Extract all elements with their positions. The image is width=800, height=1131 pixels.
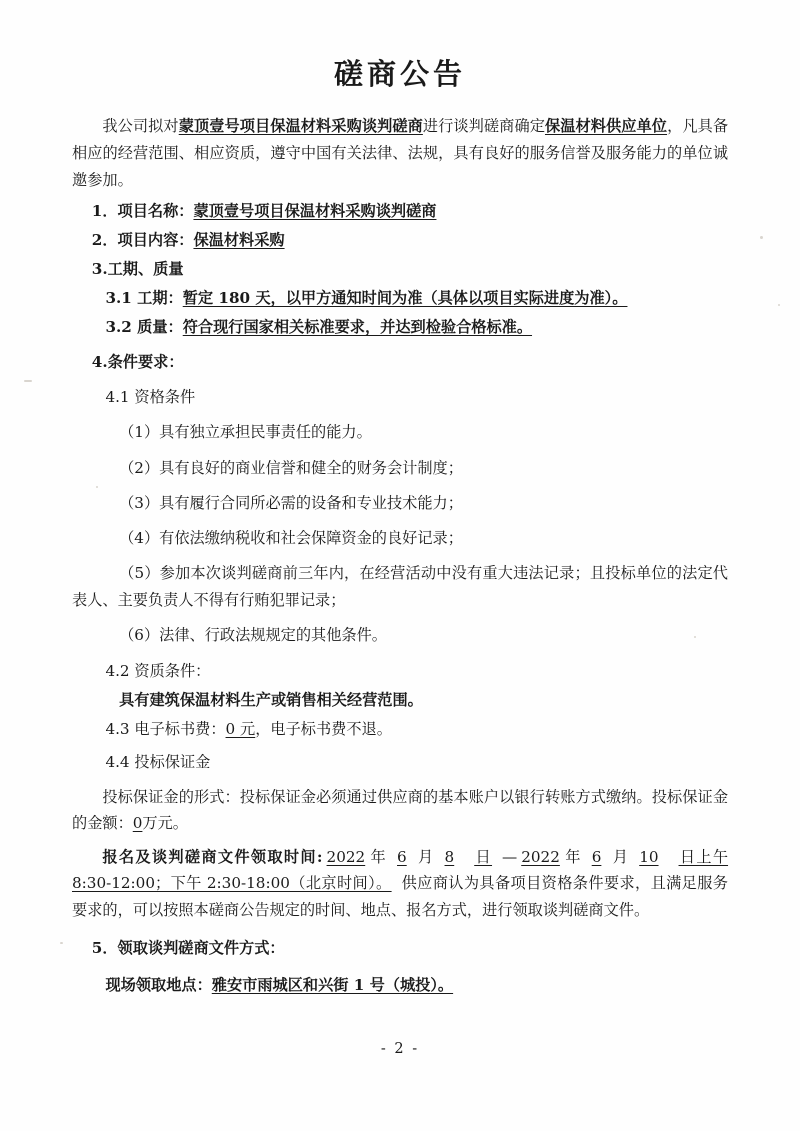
intro-mid: 进行谈判磋商确定 <box>422 117 545 135</box>
signup-tail: 供应商认为具备项目资格条件要求，且满足服务要求的，可以按照本磋商公告规定的时间、地点、报名方式，进行领取谈判磋商文件。 <box>72 874 728 919</box>
scan-speck <box>694 636 696 638</box>
item-duration-label: 3.1 工期： <box>105 289 183 308</box>
signup-year-end: 2022 <box>521 848 560 867</box>
intro-supplier-emphasis: 保温材料供应单位 <box>544 117 668 135</box>
signup-time-paragraph <box>72 844 728 922</box>
page-number: - 2 - <box>380 1041 420 1057</box>
item-credentials-heading: 4.2 资质条件： <box>105 661 211 680</box>
item-project-name-value: 蒙顶壹号项目保温材料采购谈判磋商 <box>193 202 437 221</box>
item-duration-value: 暂定 180 天，以甲方通知时间为准（具体以项目实际进度为准）。 <box>182 289 628 308</box>
signup-month-start: 6 <box>397 848 407 867</box>
onsite-collection <box>72 972 728 999</box>
scan-speck <box>60 942 63 944</box>
qualification-item-4: （4）有依法缴纳税收和社会保障资金的良好记录； <box>119 528 463 547</box>
item-bid-doc-fee <box>72 716 728 743</box>
item-duration-quality-heading: 3.工期、质量 <box>91 260 184 279</box>
item-bid-doc-fee-tail: ，电子标书费不退。 <box>255 719 392 738</box>
item-quality <box>72 314 728 341</box>
onsite-collection-label: 现场领取地点： <box>105 975 212 994</box>
item-project-name <box>72 198 728 225</box>
bid-bond-amount: 0 <box>132 814 143 833</box>
bid-bond-text: 投标保证金的形式：投标保证金必须通过供应商的基本账户以银行转账方式缴纳。投标保证金的金额： <box>72 787 728 833</box>
signup-year-start: 2022 <box>326 848 366 867</box>
qualification-item-2: （2）具有良好的商业信誉和健全的财务会计制度； <box>119 458 463 477</box>
item-credentials-value: 具有建筑保温材料生产或销售相关经营范围。 <box>119 690 423 709</box>
signup-day-unit: 日 <box>474 848 493 867</box>
item-project-content-label: 2．项目内容： <box>91 231 194 250</box>
item-qualification-heading: 4.1 资格条件 <box>105 388 196 407</box>
document-body <box>72 113 728 999</box>
intro-tail: ，凡具备相应的经营范围、相应资质，遵守中国有关法律、法规，具有良好的服务信誉及服务能力的单位诚邀参加。 <box>72 117 729 190</box>
item-conditions-heading: 4.条件要求： <box>91 353 184 372</box>
scan-speck <box>778 304 780 306</box>
scan-speck <box>24 380 32 382</box>
scan-speck <box>760 236 763 239</box>
bid-bond-paragraph <box>72 784 728 836</box>
page-title: 磋商公告 <box>333 57 466 91</box>
item-quality-label: 3.2 质量： <box>105 318 183 337</box>
item-duration <box>72 285 728 312</box>
signup-month-unit: 月 <box>416 848 435 867</box>
signup-year-unit: 年 <box>369 848 388 867</box>
intro-project-emphasis: 蒙顶壹号项目保温材料采购谈判磋商 <box>178 117 423 135</box>
qualification-item-6: （6）法律、行政法规规定的其他条件。 <box>119 625 387 644</box>
qualification-item-1: （1）具有独立承担民事责任的能力。 <box>119 423 372 442</box>
signup-dash: — <box>502 848 518 867</box>
signup-month-end: 6 <box>591 848 602 867</box>
signup-day-end: 10 <box>639 848 659 867</box>
item-project-content <box>72 227 728 254</box>
qualification-item-5: （5）参加本次谈判磋商前三年内，在经营活动中没有重大违法记录；且投标单位的法定代表人、主要负责人不得有行贿犯罪记录； <box>72 563 728 609</box>
item-project-content-value: 保温材料采购 <box>193 231 285 250</box>
item-doc-collection-heading: 5．领取谈判磋商文件方式： <box>91 938 285 957</box>
item-bid-doc-fee-amount: 0 元 <box>225 719 256 738</box>
signup-year-unit-2: 年 <box>563 848 582 867</box>
bid-bond-text-tail: 万元。 <box>142 814 188 833</box>
signup-time-range: 日上午 8:30-12:00；下午 2:30-18:00（北京时间）。 <box>72 848 729 893</box>
intro-lead: 我公司拟对 <box>102 117 179 135</box>
item-project-name-label: 1．项目名称： <box>91 202 194 221</box>
onsite-collection-value: 雅安市雨城区和兴街 1 号（城投）。 <box>211 975 454 994</box>
scan-speck <box>96 486 98 488</box>
item-bid-bond-heading: 4.4 投标保证金 <box>105 752 211 771</box>
signup-day-start: 8 <box>444 848 455 867</box>
item-quality-value: 符合现行国家相关标准要求，并达到检验合格标准。 <box>182 318 533 337</box>
item-bid-doc-fee-label: 4.3 电子标书费： <box>105 719 226 738</box>
qualification-item-3: （3）具有履行合同所必需的设备和专业技术能力； <box>119 493 463 512</box>
intro-paragraph <box>72 113 728 194</box>
signup-time-label: 报名及谈判磋商文件领取时间: <box>102 848 323 867</box>
signup-month-unit-2: 月 <box>611 848 630 867</box>
